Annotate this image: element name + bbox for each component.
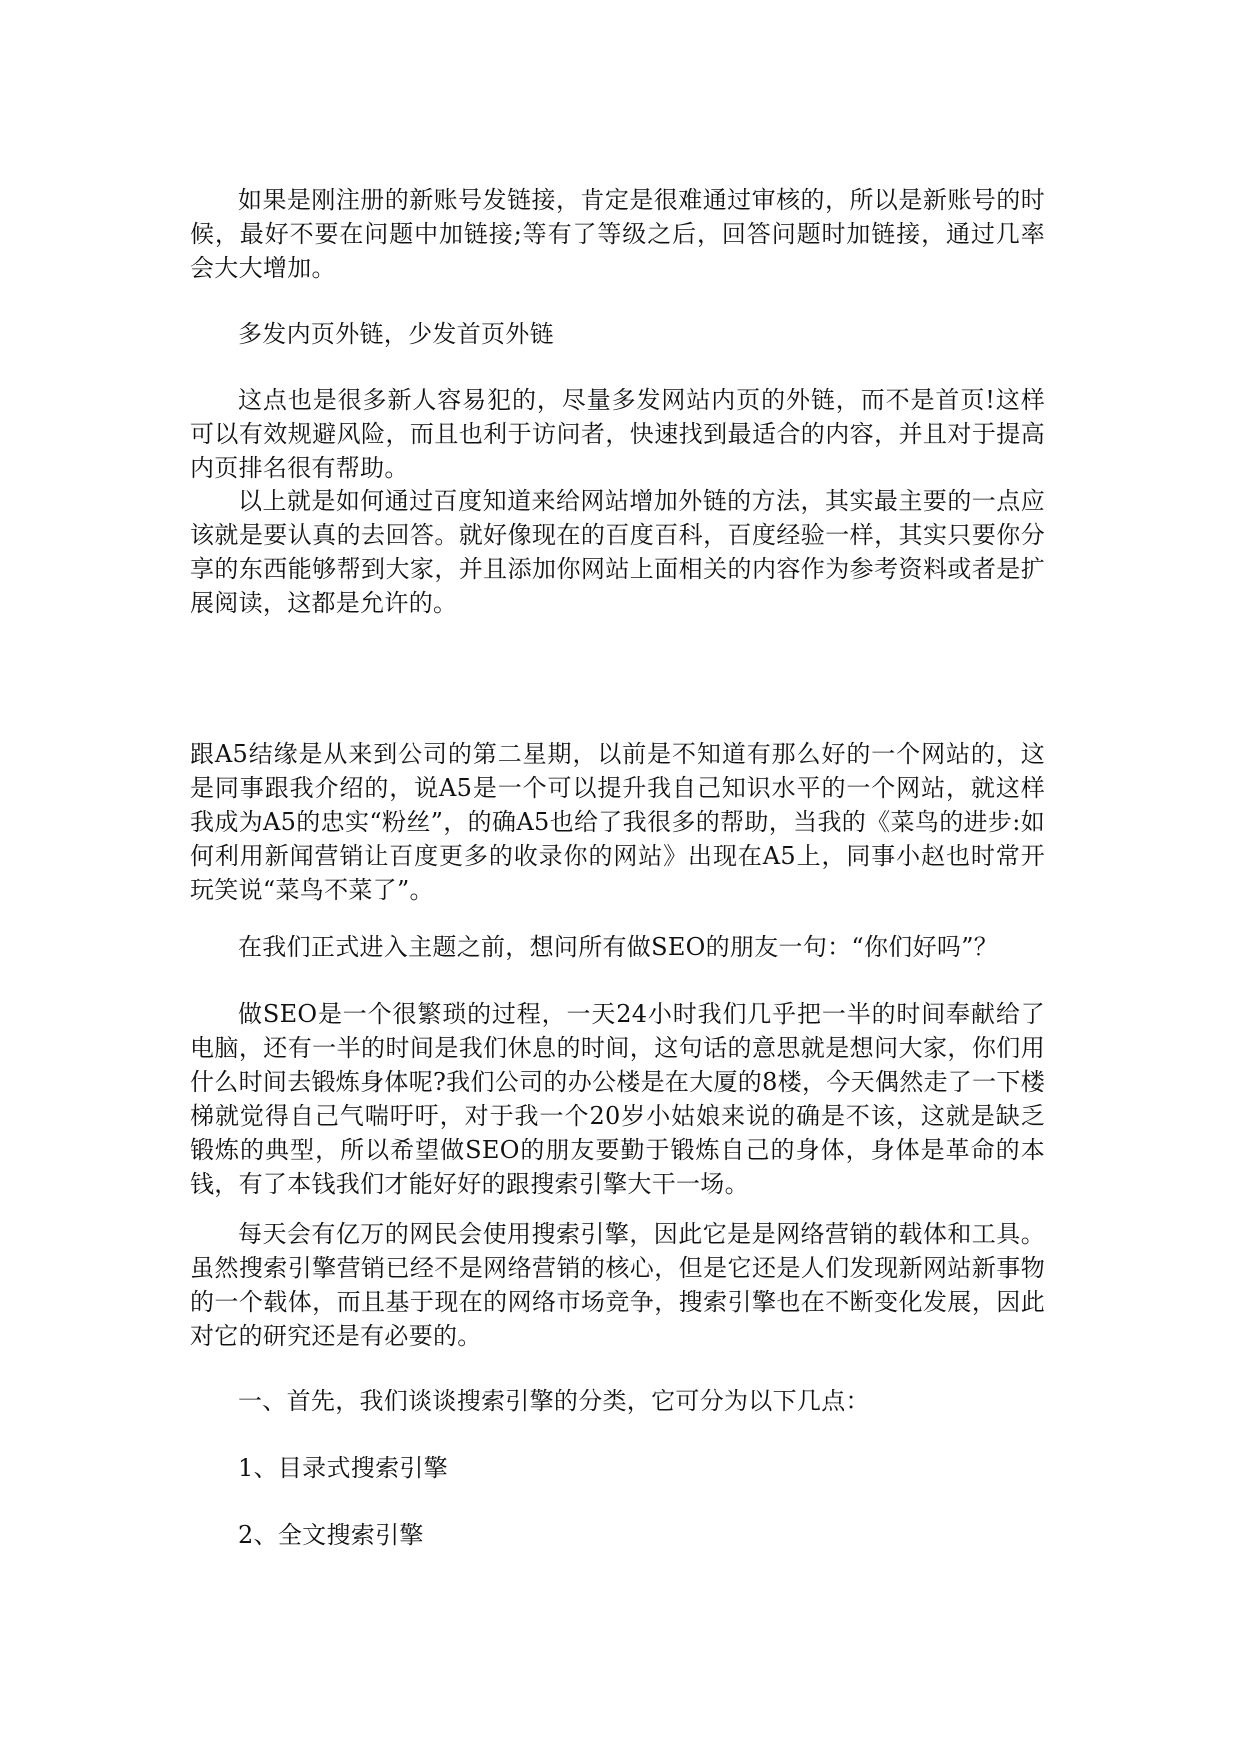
list-item-directory-engine: 1、目录式搜索引擎 — [238, 1454, 448, 1482]
paragraph-seo-health: 做SEO是一个很繁琐的过程，一天24小时我们几乎把一半的时间奉献给了电脑，还有一半的时间是我们休息的时间，这句话的意思就是想问大家，你们用什么时间去锻炼身体呢?我们公司的办公楼是在大厦的8楼，今天偶然走了一下楼梯就觉得自己气喘吁吁，对于我一个20岁小姑娘来说的确是不该，这就是缺乏锻炼的典型，所以希望做SEO的朋友要勤于锻炼自己的身体，身体是革命的本钱，有了本钱我们才能好好的跟搜索引擎大干一场。 — [190, 1000, 1045, 1198]
list-item-fulltext-engine: 2、全文搜索引擎 — [238, 1521, 424, 1549]
paragraph-greeting: 在我们正式进入主题之前，想问所有做SEO的朋友一句：“你们好吗”？ — [238, 933, 999, 961]
paragraph-classification-heading: 一、首先，我们谈谈搜索引擎的分类，它可分为以下几点： — [238, 1387, 870, 1415]
paragraph-search-engine-importance: 每天会有亿万的网民会使用搜索引擎，因此它是是网络营销的载体和工具。虽然搜索引擎营销已经不是网络营销的核心，但是它还是人们发现新网站新事物的一个载体，而且基于现在的网络市场竞争，搜索引擎也在不断变化发展，因此对它的研究还是有必要的。 — [190, 1220, 1045, 1350]
paragraph-inner-page-links-heading: 多发内页外链，少发首页外链 — [238, 320, 554, 348]
paragraph-a5-intro: 跟A5结缘是从来到公司的第二星期，以前是不知道有那么好的一个网站的，这是同事跟我介绍的，说A5是一个可以提升我自己知识水平的一个网站，就这样我成为A5的忠实“粉丝”，的确A5也给了我很多的帮助，当我的《菜鸟的进步:如何利用新闻营销让百度更多的收录你的网站》出现在A5上，同事小赵也时常开玩笑说“菜鸟不菜了”。 — [190, 740, 1045, 904]
paragraph-baidu-zhidao-summary: 以上就是如何通过百度知道来给网站增加外链的方法，其实最主要的一点应该就是要认真的去回答。就好像现在的百度百科，百度经验一样，其实只要你分享的东西能够帮到大家，并且添加你网站上面相关的内容作为参考资料或者是扩展阅读，这都是允许的。 — [190, 487, 1045, 617]
paragraph-new-account-links: 如果是刚注册的新账号发链接，肯定是很难通过审核的，所以是新账号的时候，最好不要在问题中加链接;等有了等级之后，回答问题时加链接，通过几率会大大增加。 — [190, 186, 1045, 282]
paragraph-inner-page-links: 这点也是很多新人容易犯的，尽量多发网站内页的外链，而不是首页!这样可以有效规避风险，而且也利于访问者，快速找到最适合的内容，并且对于提高内页排名很有帮助。 — [190, 386, 1045, 482]
